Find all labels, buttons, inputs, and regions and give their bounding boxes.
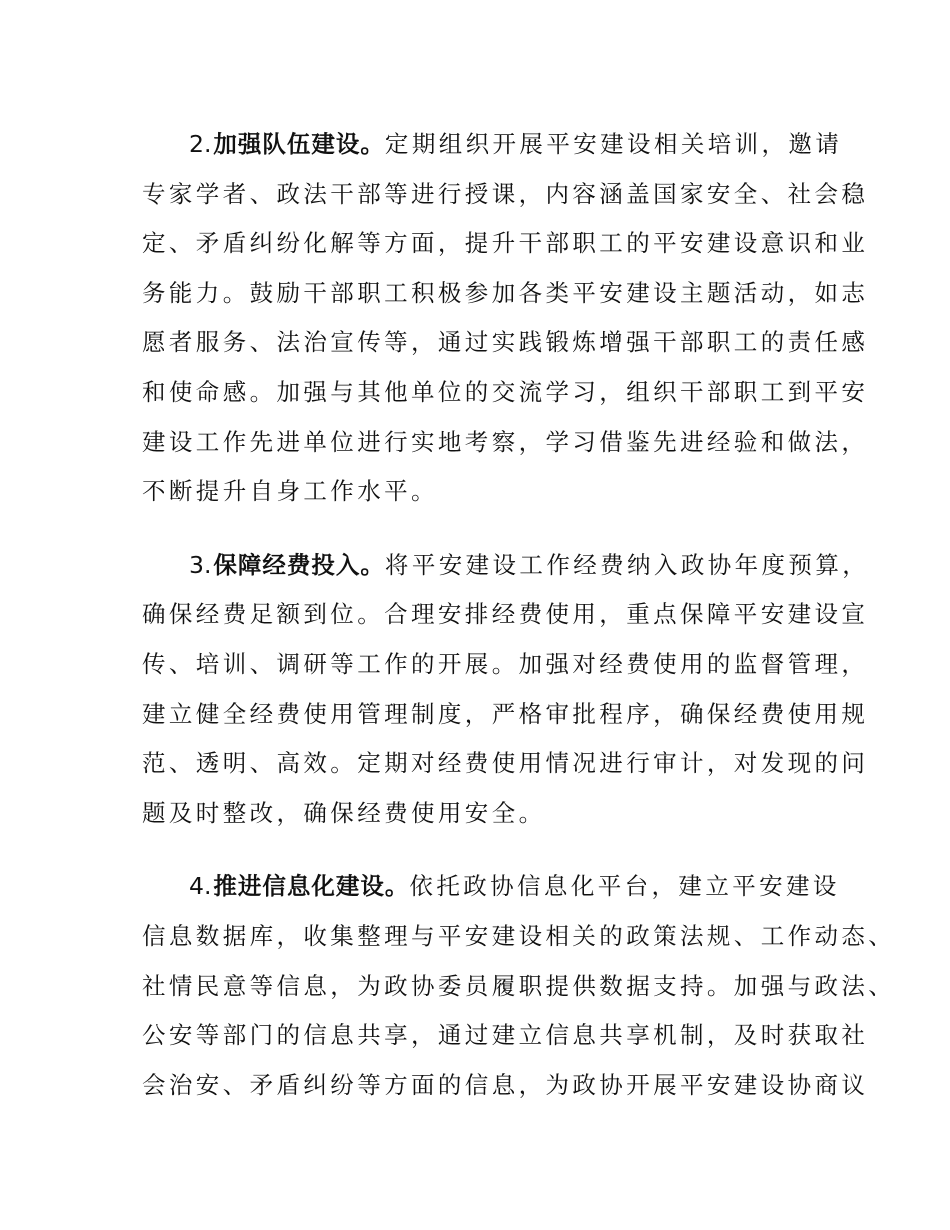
- paragraph-first-line: [142, 541, 870, 591]
- item-number: 2.: [189, 130, 212, 158]
- line-text: 将平安建设工作经费纳入政协年度预算，: [384, 550, 870, 579]
- text-line: 范、透明、高效。定期对经费使用情况进行审计，对发现的问: [142, 749, 869, 778]
- item-number: 4.: [189, 872, 212, 901]
- line-text: 依托政协信息化平台，建立平安建设: [409, 872, 840, 901]
- text-line: 不断提升自身工作水平。: [142, 477, 438, 506]
- text-line: 专家学者、政法干部等进行授课，内容涵盖国家安全、社会稳: [142, 179, 869, 208]
- item-heading: 保障经费投入。: [213, 550, 385, 579]
- paragraph-team-building: [142, 120, 869, 517]
- text-line: 社情民意等信息，为政协委员履职提供数据支持。加强与政法、: [142, 971, 896, 1000]
- paragraph-first-line: [142, 862, 840, 912]
- text-line: 建设工作先进单位进行实地考察，学习借鉴先进经验和做法，: [142, 427, 869, 456]
- text-line: 确保经费足额到位。合理安排经费使用，重点保障平安建设宣: [142, 600, 869, 629]
- text-line: 传、培训、调研等工作的开展。加强对经费使用的监督管理，: [142, 649, 869, 678]
- paragraph-informatization: [142, 862, 896, 1110]
- text-line: 公安等部门的信息共享，通过建立信息共享机制，及时获取社: [142, 1021, 869, 1050]
- text-line: 愿者服务、法治宣传等，通过实践锻炼增强干部职工的责任感: [142, 328, 869, 357]
- text-line: 信息数据库，收集整理与平安建设相关的政策法规、工作动态、: [142, 921, 896, 950]
- item-heading: 加强队伍建设。: [213, 130, 385, 158]
- text-line: 务能力。鼓励干部职工积极参加各类平安建设主题活动，如志: [142, 278, 869, 307]
- text-line: 建立健全经费使用管理制度，严格审批程序，确保经费使用规: [142, 699, 869, 728]
- document-body: [142, 120, 896, 1134]
- paragraph-first-line: [142, 120, 843, 170]
- text-line: 题及时整改，确保经费使用安全。: [142, 798, 546, 827]
- item-number: 3.: [189, 550, 212, 579]
- text-line: 定、矛盾纠纷化解等方面，提升干部职工的平安建设意识和业: [142, 229, 869, 258]
- line-text: 定期组织开展平安建设相关培训，邀请: [384, 130, 843, 158]
- text-line: 会治安、矛盾纠纷等方面的信息，为政协开展平安建设协商议: [142, 1070, 869, 1099]
- item-heading: 推进信息化建设。: [213, 872, 410, 901]
- paragraph-funding: [142, 541, 870, 839]
- text-line: 和使命感。加强与其他单位的交流学习，组织干部职工到平安: [142, 377, 869, 406]
